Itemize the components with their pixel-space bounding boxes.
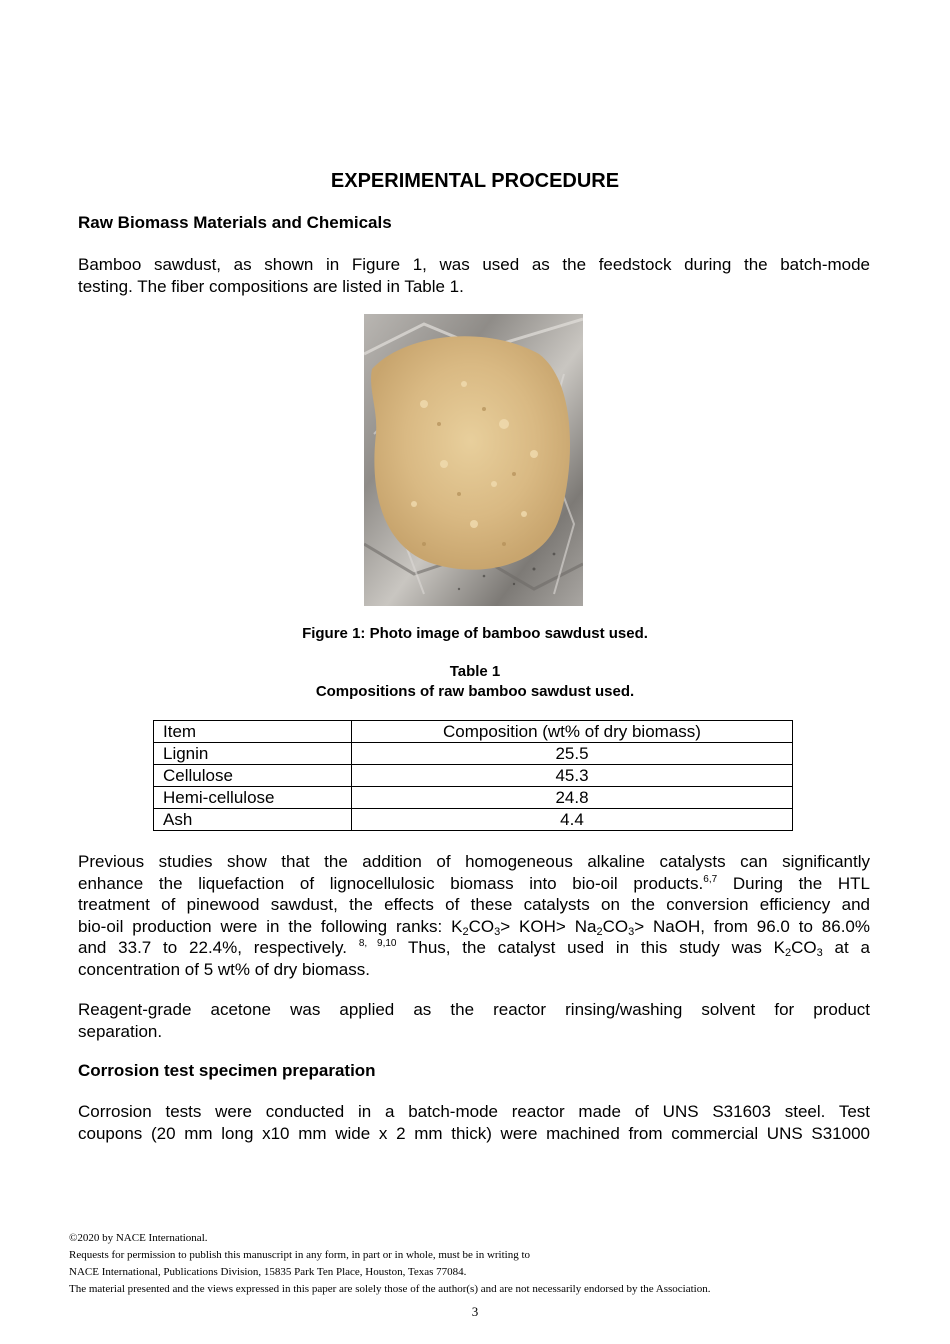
table-header-cell: Item	[154, 721, 352, 743]
text-span: > NaOH, from 96.0 to 86.0%	[634, 916, 871, 936]
paragraph-acetone	[78, 999, 870, 1042]
paragraph-line: Bamboo sawdust, as shown in Figure 1, was used as the feedstock during the batch-mode	[78, 255, 870, 274]
subsection-heading-corrosion: Corrosion test specimen preparation	[78, 1061, 376, 1080]
paragraph-bamboo-sawdust	[78, 254, 870, 297]
table-cell: 45.3	[352, 765, 793, 787]
table-row	[154, 787, 793, 809]
table-cell: Hemi-cellulose	[154, 787, 352, 809]
subscript: 2	[784, 947, 792, 959]
text-span: During the HTL	[717, 873, 870, 893]
composition-table	[153, 720, 793, 831]
citation-sup: 8, 9,10	[358, 938, 397, 949]
paragraph-line: Reagent-grade acetone was applied as the reactor rinsing/washing solvent for product	[78, 1000, 870, 1019]
subscript: 3	[494, 925, 501, 938]
paragraph-line: separation.	[78, 1021, 163, 1041]
table-title: Compositions of raw bamboo sawdust used.	[315, 683, 635, 700]
paragraph-line: Corrosion tests were conducted in a batch-mode reactor made of UNS S31603 steel. Test	[78, 1102, 870, 1121]
table-row	[154, 809, 793, 831]
text-span: CO	[602, 916, 629, 936]
footer-line: ©2020 by NACE International.	[69, 1232, 208, 1244]
paragraph-line: testing. The fiber compositions are listed in Table 1.	[78, 276, 464, 296]
table-header-cell: Composition (wt% of dry biomass)	[352, 721, 793, 743]
text-span: > KOH> Na	[500, 916, 597, 936]
section-title: EXPERIMENTAL PROCEDURE	[330, 170, 620, 192]
table-cell: Ash	[154, 809, 352, 831]
paragraph-line: Previous studies show that the addition of homogeneous alkaline catalysts can significantly	[78, 852, 870, 871]
table-cell: Lignin	[154, 743, 352, 765]
subscript: 3	[816, 947, 823, 959]
text-span: CO	[791, 938, 817, 957]
subscript: 2	[596, 925, 603, 938]
table-cell: 24.8	[352, 787, 793, 809]
citation-sup: 6,7	[703, 873, 718, 885]
paragraph-line: coupons (20 mm long x10 mm wide x 2 mm thick) were machined from commercial UNS S31000	[78, 1123, 870, 1143]
footer-line: Requests for permission to publish this manuscript in any form, in part or in whole, must be in writing to	[69, 1249, 531, 1261]
paragraph-line	[78, 916, 870, 938]
paragraph-corrosion	[78, 1101, 870, 1144]
text-span: CO	[468, 916, 495, 936]
table-cell: 4.4	[352, 809, 793, 831]
sawdust-image	[364, 314, 583, 606]
table-row	[154, 743, 793, 765]
text-span: Thus, the catalyst used in this study was K	[396, 938, 785, 957]
copyright-footer	[69, 1230, 710, 1298]
text-span: at a	[822, 938, 870, 957]
paragraph-line: concentration of 5 wt% of dry biomass.	[78, 959, 370, 979]
paragraph-line	[78, 937, 870, 959]
paragraph-line: treatment of pinewood sawdust, the effects of these catalysts on the conversion efficiency and	[78, 895, 870, 914]
table-row	[154, 765, 793, 787]
footer-line: The material presented and the views expressed in this paper are solely those of the author(s) and are not necessarily endorsed by the Association.	[69, 1283, 711, 1295]
text-span: bio-oil production were in the following ranks: K	[78, 916, 463, 936]
paragraph-catalysts	[78, 851, 870, 980]
figure-caption: Figure 1: Photo image of bamboo sawdust used.	[302, 625, 648, 642]
text-span: and 33.7 to 22.4%, respectively.	[78, 938, 347, 957]
bamboo-sawdust-photo	[364, 314, 583, 606]
subscript: 3	[628, 925, 635, 938]
table-cell: 25.5	[352, 743, 793, 765]
table-label: Table 1	[449, 663, 501, 680]
subsection-heading-raw-biomass: Raw Biomass Materials and Chemicals	[78, 213, 392, 232]
footer-line: NACE International, Publications Division, 15835 Park Ten Place, Houston, Texas 77084.	[69, 1266, 467, 1278]
subscript: 2	[462, 925, 469, 938]
table-header-row	[154, 721, 793, 743]
page-number: 3	[471, 1304, 479, 1319]
text-span: enhance the liquefaction of lignocellulosic biomass into bio-oil products.	[78, 873, 704, 893]
paragraph-line	[78, 873, 870, 895]
table-cell: Cellulose	[154, 765, 352, 787]
